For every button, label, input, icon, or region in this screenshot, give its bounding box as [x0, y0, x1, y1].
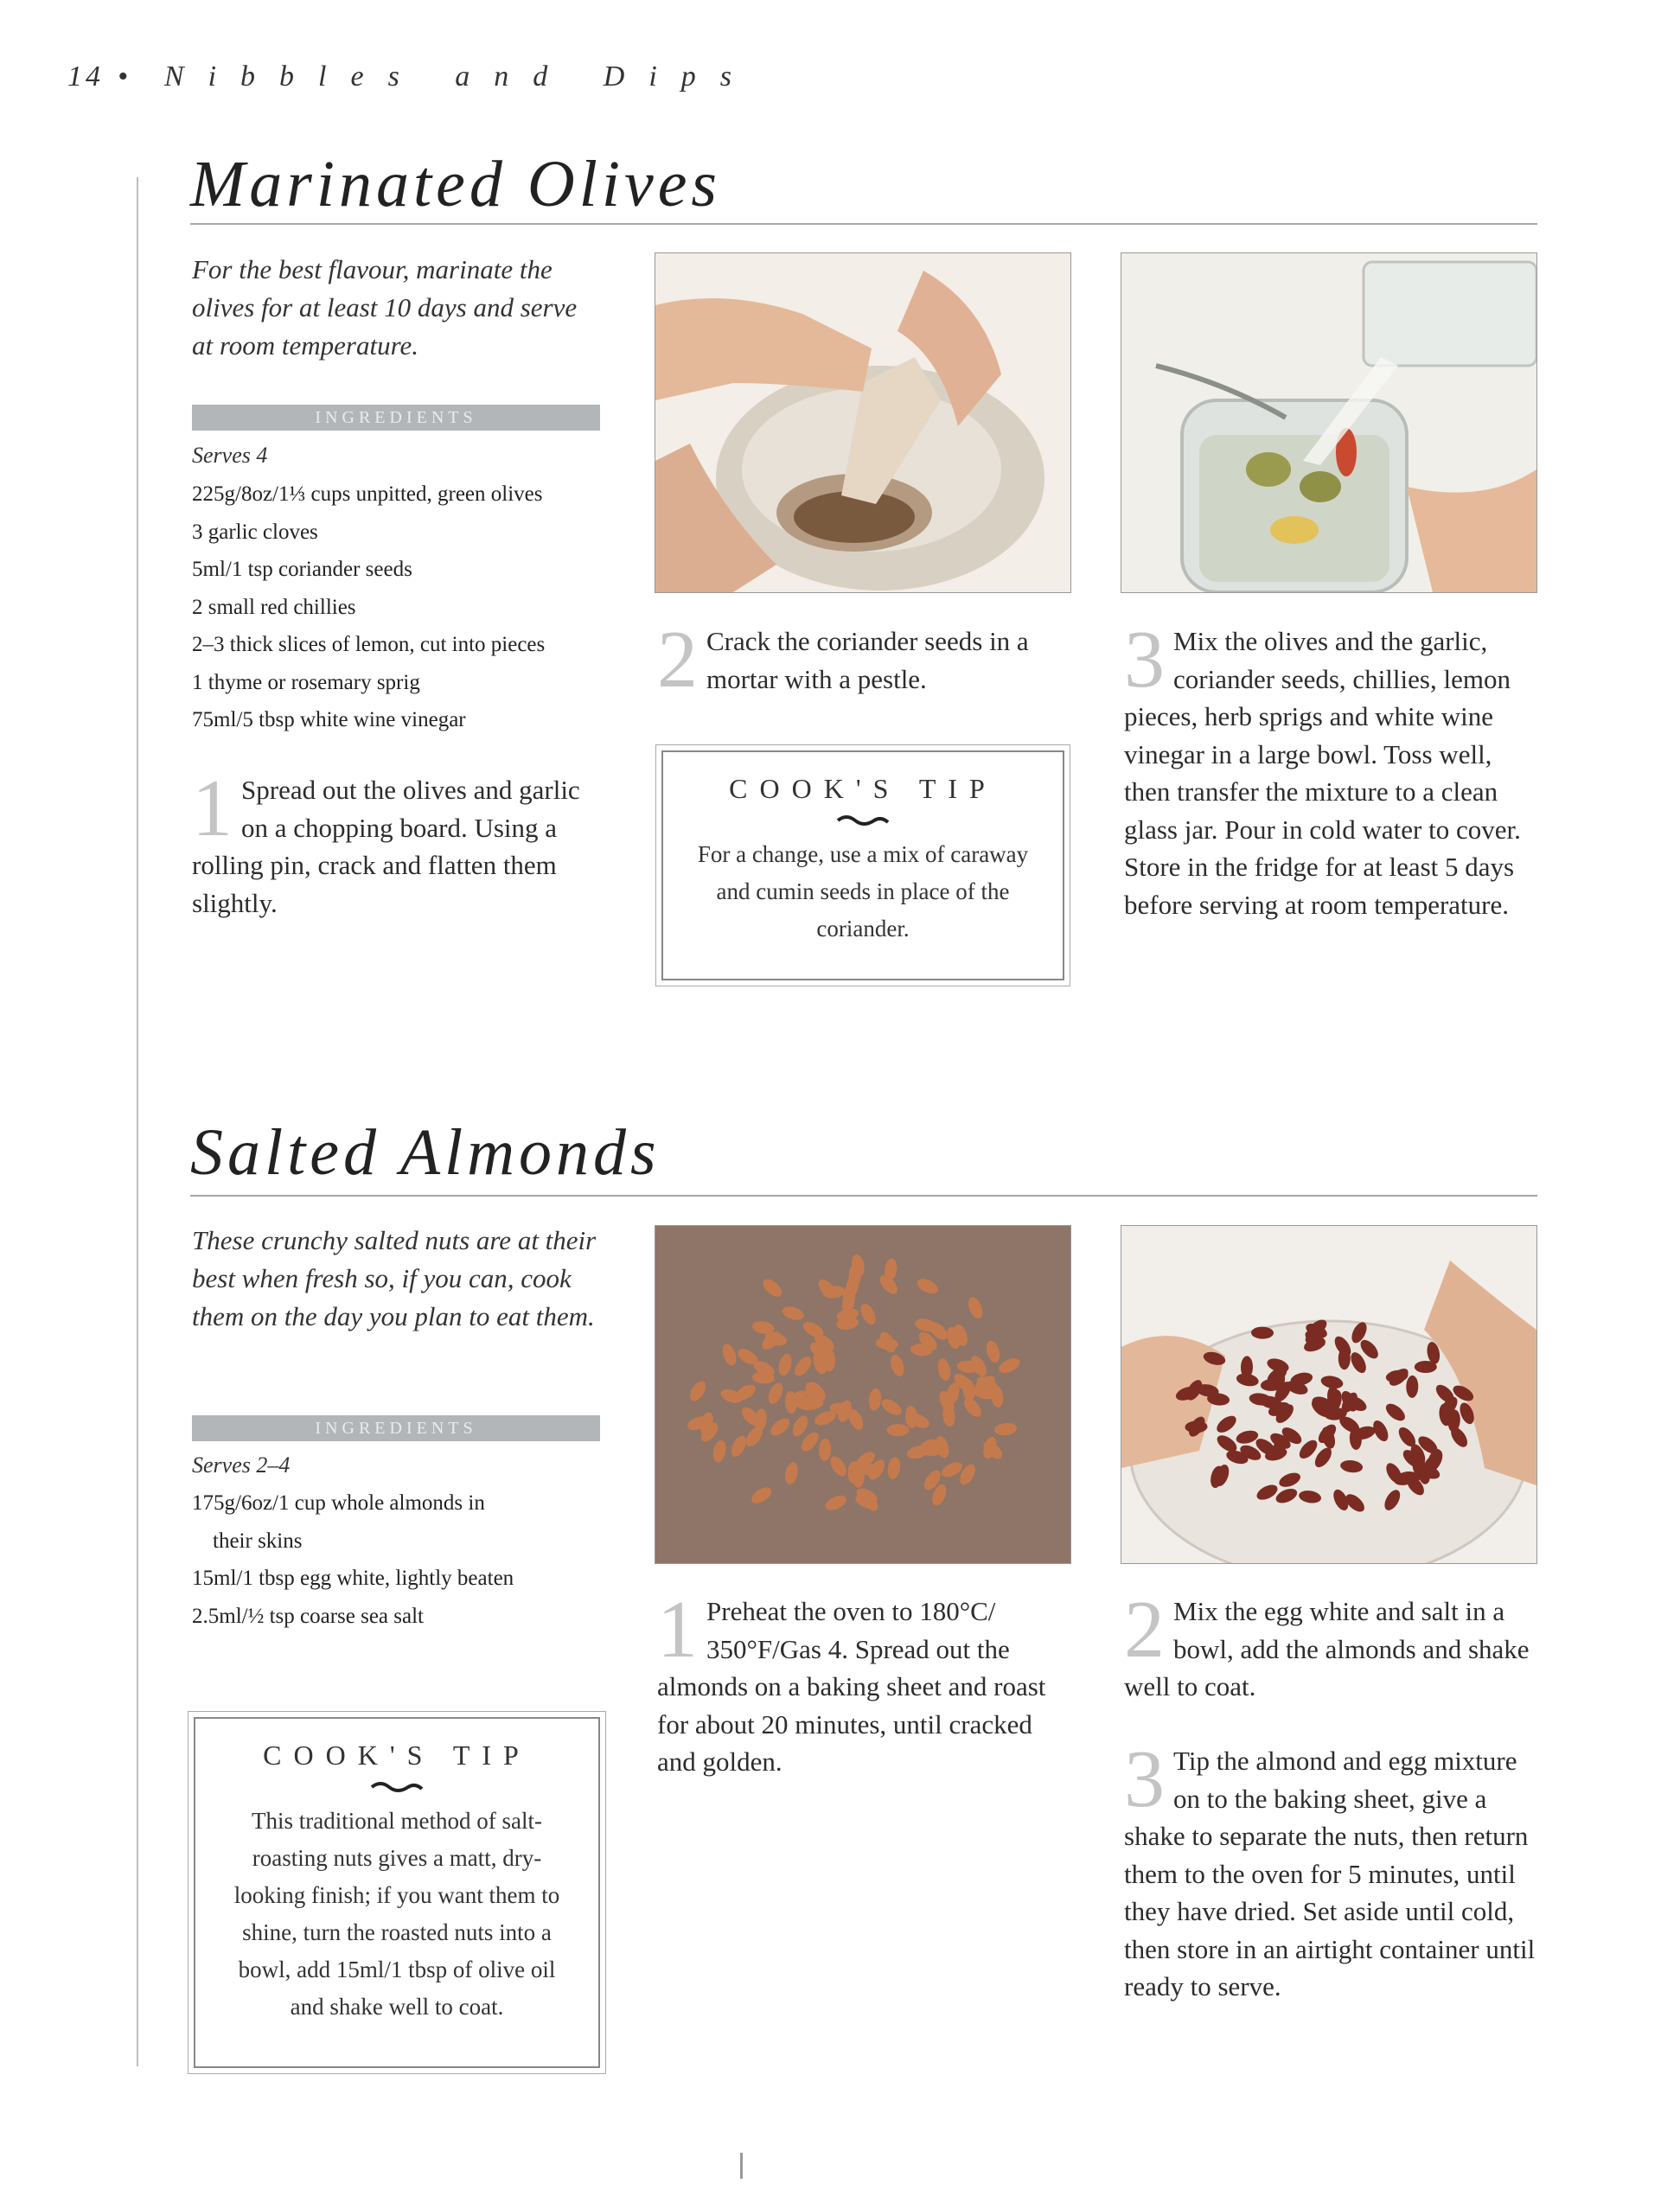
ingredient-item: 2.5ml/½ tsp coarse sea salt [192, 1604, 424, 1628]
running-head-separator: • [118, 61, 130, 93]
ingredient-item: 2 small red chillies [192, 595, 356, 619]
step-text: Spread out the olives and garlic on a chopping board. Using a rolling pin, crack and flatten them slightly. [192, 775, 580, 918]
cooks-tip-box [194, 1717, 600, 2068]
ingredient-item: their skins [213, 1529, 303, 1553]
ingredients-heading: INGREDIENTS [192, 1415, 600, 1441]
left-margin-rule [137, 177, 138, 2066]
cooks-tip-title: COOK'S TIP [729, 773, 997, 804]
recipe-intro: For the best flavour, marinate the olives for at least 10 days and serve at room temperature. [192, 254, 578, 361]
step-2 [657, 615, 1070, 705]
cooks-tip-box [661, 750, 1064, 980]
cooks-tip-text: This traditional method of salt-roasting nuts gives a matt, dry-looking finish; if you want them to shine, turn the roasted nuts into a bowl, add 15ml/1 tbsp of olive oil and shake well to coat. [233, 1808, 560, 2020]
photo-almonds-tray [655, 1226, 1070, 1563]
step-number: 1 [192, 763, 233, 853]
ingredient-item: 75ml/5 tbsp white wine vinegar [192, 708, 466, 731]
mortar-illustration [655, 253, 1070, 592]
step-3 [1124, 1734, 1537, 2006]
running-head [67, 61, 756, 93]
cooks-tip-title: COOK'S TIP [263, 1740, 531, 1771]
ingredients-list [192, 1484, 514, 1635]
step-1 [657, 1585, 1070, 1781]
ingredient-item: 2–3 thick slices of lemon, cut into pieces [192, 633, 546, 656]
section-title: Nibbles and Dips [163, 61, 757, 93]
step-number: 3 [1124, 1734, 1165, 1824]
step-number: 2 [1124, 1585, 1165, 1675]
almonds-tray-illustration [655, 1226, 1070, 1563]
step-number: 1 [657, 1585, 698, 1675]
ingredients-heading: INGREDIENTS [192, 405, 600, 431]
step-2 [1124, 1585, 1537, 1706]
photo-jar [1121, 253, 1536, 592]
cooks-tip-text: For a change, use a mix of caraway and cumin seeds in place of the coriander. [697, 841, 1029, 942]
jar-illustration [1121, 253, 1536, 592]
almond-shape [886, 1424, 909, 1436]
title-rule [190, 1195, 1537, 1197]
page-number: 14 [67, 61, 104, 93]
step-number: 3 [1124, 615, 1165, 705]
title-rule [190, 223, 1537, 225]
flourish-icon [368, 1778, 425, 1797]
step-text: Preheat the oven to 180°C/ 350°F/Gas 4. Spread out the almonds on a baking sheet and roast for about 20 minutes, until cracked and golden. [657, 1596, 1046, 1777]
almond-shape [1338, 1347, 1351, 1369]
step-3 [1124, 615, 1537, 923]
step-text: Mix the olives and the garlic, coriander seeds, chillies, lemon pieces, herb sprigs and white wine vinegar in a large bowl. Toss well, then transfer the mixture to a clean glass jar. Pour in cold water to cover. Store in the fridge for at least 5 days before serving at room temperature. [1124, 626, 1521, 920]
step-1 [192, 763, 607, 922]
step-text: Crack the coriander seeds in a mortar with a pestle. [706, 626, 1029, 694]
recipe-title-marinated-olives: Marinated Olives [190, 148, 722, 220]
ingredient-item: 3 garlic cloves [192, 520, 318, 544]
almond-shape [1415, 1361, 1437, 1373]
serves-label: Serves 2–4 [192, 1452, 291, 1478]
recipe-title-salted-almonds: Salted Almonds [190, 1116, 661, 1189]
gutter-mark [740, 2153, 743, 2179]
step-text: Mix the egg white and salt in a bowl, add the almonds and shake well to coat. [1124, 1596, 1530, 1701]
ingredient-item: 1 thyme or rosemary sprig [192, 670, 420, 694]
ingredient-item: 15ml/1 tbsp egg white, lightly beaten [192, 1567, 514, 1590]
flourish-icon [834, 812, 891, 831]
ingredient-item: 225g/8oz/1⅓ cups unpitted, green olives [192, 482, 543, 506]
step-number: 2 [657, 615, 698, 705]
ingredient-item: 175g/6oz/1 cup whole almonds in [192, 1491, 485, 1515]
photo-almonds-bowl [1121, 1226, 1536, 1563]
ingredient-item: 5ml/1 tsp coriander seeds [192, 558, 412, 581]
ingredients-list [192, 476, 545, 739]
recipe-intro: These crunchy salted nuts are at their best when fresh so, if you can, cook them on the day you plan to eat them. [192, 1225, 597, 1331]
step-text: Tip the almond and egg mixture on to the baking sheet, give a shake to separate the nuts, then return them to the oven for 5 minutes, until they have dried. Set aside until cold, then store in an airtight container until ready to serve. [1124, 1746, 1536, 2001]
almonds-bowl-illustration [1121, 1226, 1536, 1563]
photo-mortar [655, 253, 1070, 592]
serves-label: Serves 4 [192, 443, 268, 468]
